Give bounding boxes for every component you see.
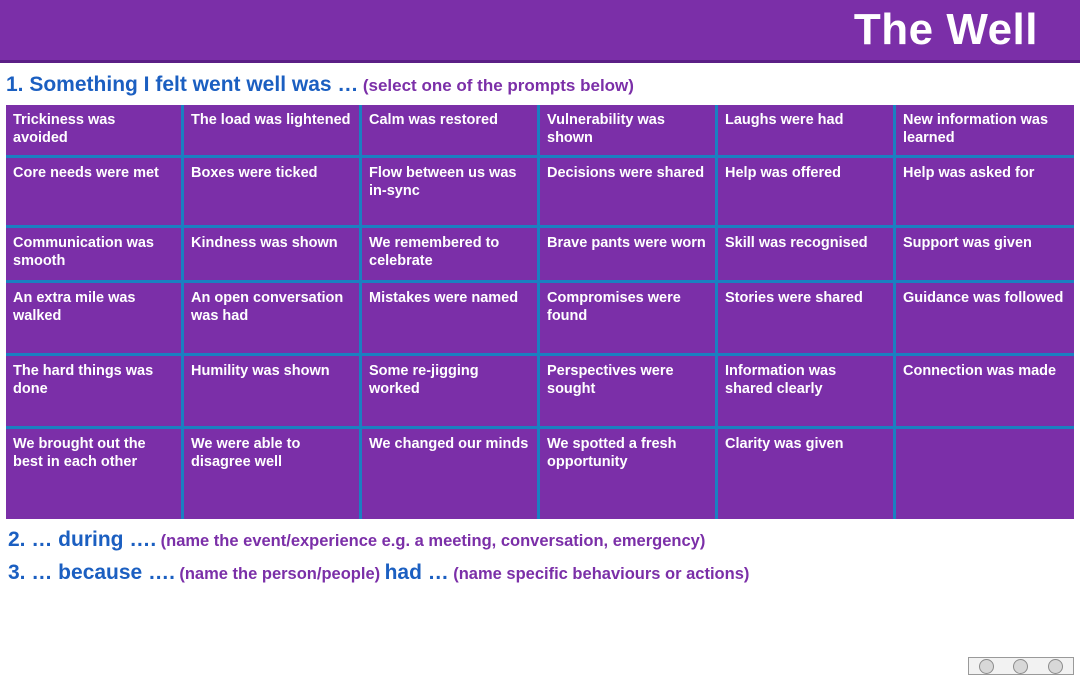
prev-button-icon[interactable] (979, 659, 994, 674)
prompt-cell[interactable]: Communication was smooth (6, 228, 184, 283)
section-2-sub-text: (name the event/experience e.g. a meeting, conversation, emergency) (160, 532, 706, 551)
table-row (6, 228, 1074, 283)
section-3-main-text-a: 3. … because …. (8, 561, 175, 585)
prompt-cell[interactable]: Mistakes were named (362, 283, 540, 356)
next-button-icon[interactable] (1048, 659, 1063, 674)
prompt-cell[interactable]: The hard things was done (6, 356, 184, 429)
prompt-cell[interactable]: Kindness was shown (184, 228, 362, 283)
prompt-cell[interactable]: We were able to disagree well (184, 429, 362, 519)
table-row (6, 105, 1074, 158)
prompt-cell[interactable]: Trickiness was avoided (6, 105, 184, 158)
page-title: The Well (853, 5, 1038, 54)
prompt-cell[interactable]: An open conversation was had (184, 283, 362, 356)
header-edge-accent (1072, 0, 1080, 60)
prompt-cell[interactable]: Boxes were ticked (184, 158, 362, 228)
section-2-heading (0, 519, 1080, 552)
prompt-cell[interactable]: Laughs were had (718, 105, 896, 158)
prompt-cell[interactable]: Skill was recognised (718, 228, 896, 283)
prompt-cell[interactable]: Information was shared clearly (718, 356, 896, 429)
prompt-cell[interactable]: Connection was made (896, 356, 1074, 429)
prompt-cell[interactable]: Help was offered (718, 158, 896, 228)
prompt-grid-container (0, 105, 1080, 519)
table-row (6, 356, 1074, 429)
prompt-cell-empty (896, 429, 1074, 519)
prompt-cell[interactable]: Help was asked for (896, 158, 1074, 228)
prompt-cell[interactable]: Clarity was given (718, 429, 896, 519)
player-controls[interactable] (968, 657, 1074, 675)
prompt-cell[interactable]: We spotted a fresh opportunity (540, 429, 718, 519)
section-1-main-text: 1. Something I felt went well was … (6, 73, 359, 96)
prompt-cell[interactable]: Vulnerability was shown (540, 105, 718, 158)
prompt-cell[interactable]: The load was lightened (184, 105, 362, 158)
prompt-cell[interactable]: Compromises were found (540, 283, 718, 356)
prompt-cell[interactable]: Humility was shown (184, 356, 362, 429)
slide-header (0, 0, 1080, 63)
prompt-cell[interactable]: Brave pants were worn (540, 228, 718, 283)
play-button-icon[interactable] (1013, 659, 1028, 674)
prompt-cell[interactable]: An extra mile was walked (6, 283, 184, 356)
prompt-cell[interactable]: Stories were shared (718, 283, 896, 356)
table-row (6, 429, 1074, 519)
section-3-sub-text-a: (name the person/people) (179, 565, 381, 584)
prompt-cell[interactable]: Core needs were met (6, 158, 184, 228)
prompt-cell[interactable]: Perspectives were sought (540, 356, 718, 429)
section-3-main-text-b: had … (384, 561, 449, 585)
section-1-heading (0, 63, 1080, 105)
prompt-cell[interactable]: Flow between us was in-sync (362, 158, 540, 228)
prompt-cell[interactable]: Some re-jigging worked (362, 356, 540, 429)
prompt-cell[interactable]: Guidance was followed (896, 283, 1074, 356)
prompt-cell[interactable]: New information was learned (896, 105, 1074, 158)
prompt-grid (6, 105, 1074, 519)
prompt-cell[interactable]: Support was given (896, 228, 1074, 283)
prompt-cell[interactable]: We brought out the best in each other (6, 429, 184, 519)
prompt-cell[interactable]: Decisions were shared (540, 158, 718, 228)
prompt-cell[interactable]: Calm was restored (362, 105, 540, 158)
prompt-cell[interactable]: We remembered to celebrate (362, 228, 540, 283)
prompt-cell[interactable]: We changed our minds (362, 429, 540, 519)
section-3-sub-text-b: (name specific behaviours or actions) (453, 565, 750, 584)
table-row (6, 158, 1074, 228)
section-2-main-text: 2. … during …. (8, 528, 157, 552)
section-3-heading (0, 552, 1080, 585)
table-row (6, 283, 1074, 356)
section-1-sub-text: (select one of the prompts below) (362, 76, 634, 95)
